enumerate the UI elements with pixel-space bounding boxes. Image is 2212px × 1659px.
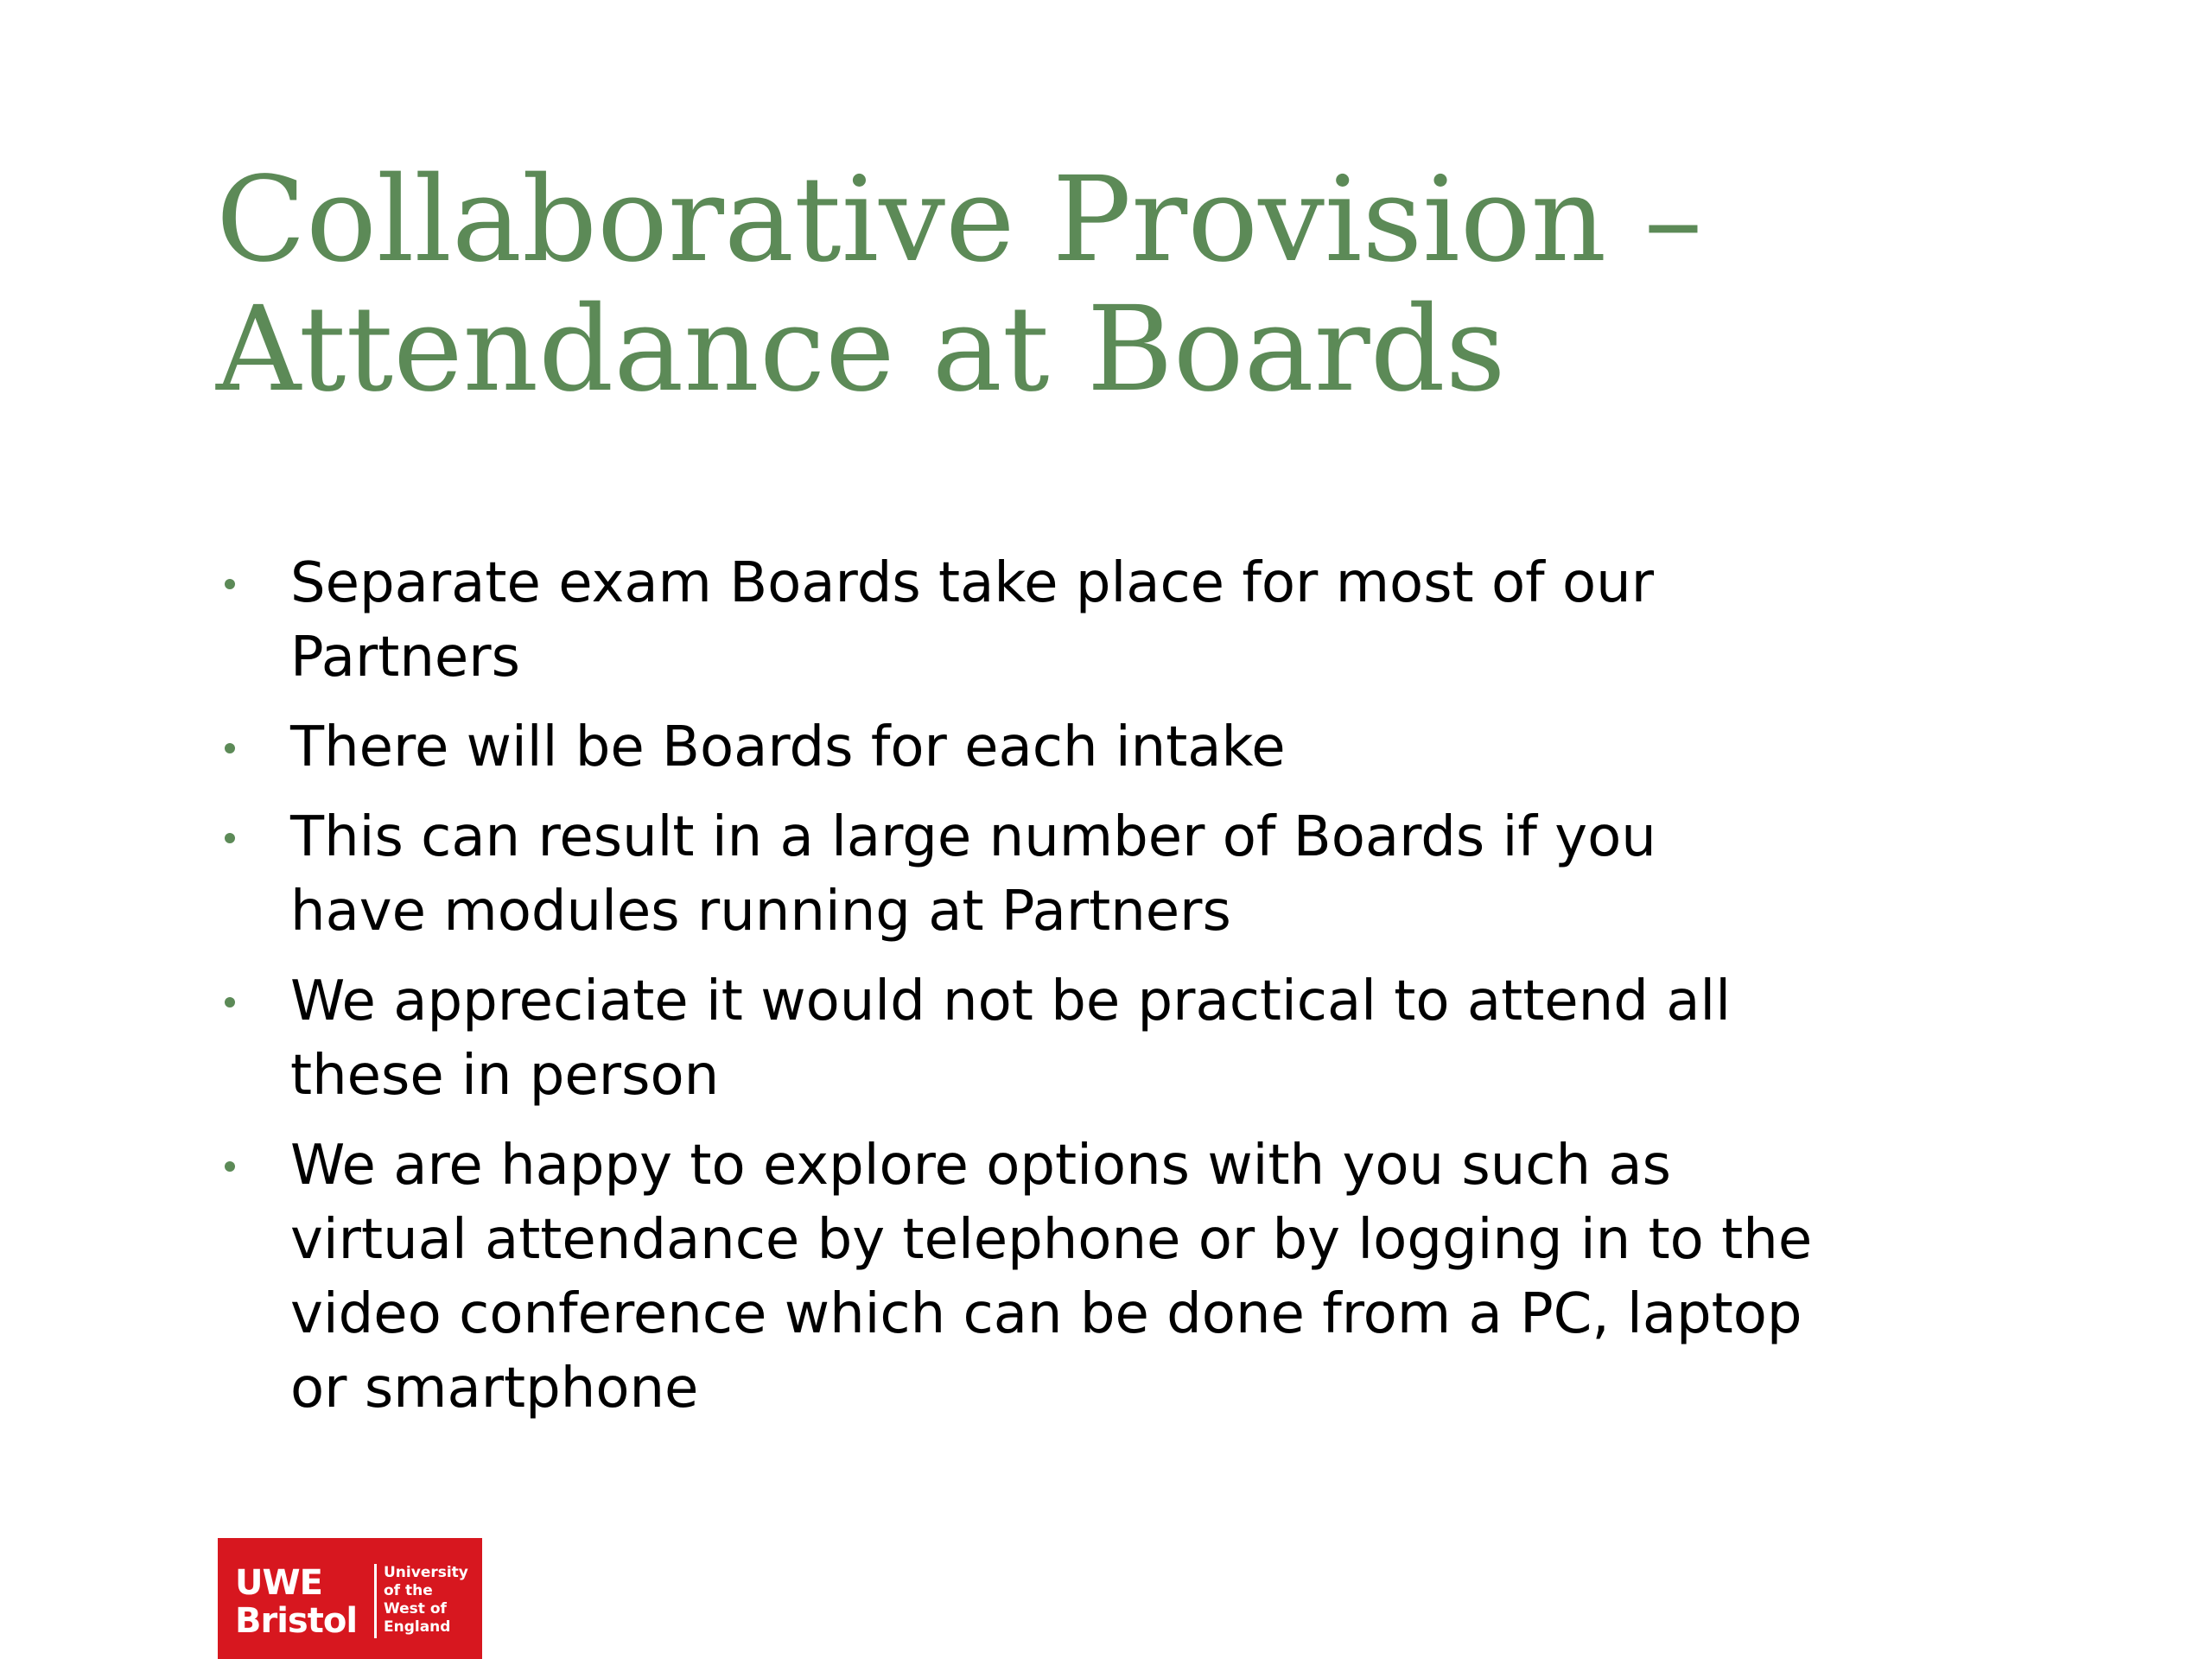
bullet-1-line-1: Separate exam Boards take place for most of our [290, 551, 1655, 615]
bullet-3-line-2: have modules running at Partners [290, 880, 1231, 944]
bullet-5-line-1: We are happy to explore options with you such as [290, 1134, 1671, 1198]
logo-university-line-2: of the [384, 1582, 433, 1599]
bullet-5-line-4: or smartphone [290, 1357, 699, 1421]
bullet-item-2 [216, 710, 1858, 785]
bullet-5-line-2: virtual attendance by telephone or by logging in to the [290, 1208, 1813, 1272]
slide-title [216, 152, 1944, 418]
bullet-3-line-1: This can result in a large number of Boards if you [290, 805, 1656, 869]
bullet-marker-icon [225, 743, 235, 753]
bullet-1-line-2: Partners [290, 626, 520, 690]
logo-brand-text [235, 1564, 357, 1640]
bullet-marker-icon [225, 833, 235, 843]
bullet-4-line-1: We appreciate it would not be practical to attend all [290, 969, 1731, 1033]
logo-divider [374, 1564, 377, 1638]
logo-university-line-1: University [384, 1564, 468, 1581]
bullet-item-5 [216, 1128, 1858, 1426]
bullet-marker-icon [225, 1161, 235, 1172]
logo-brand-line-2: Bristol [235, 1601, 358, 1641]
slide-title-line-1: Collaborative Provision – [216, 152, 1703, 289]
logo-university-line-4: England [384, 1618, 451, 1636]
bullet-marker-icon [225, 997, 235, 1007]
uwe-bristol-logo [218, 1538, 482, 1659]
logo-university-line-3: West of [384, 1600, 447, 1618]
bullet-item-3 [216, 800, 1858, 949]
bullet-list [216, 546, 1858, 1441]
bullet-5-line-3: video conference which can be done from a PC, laptop [290, 1282, 1802, 1346]
bullet-marker-icon [225, 579, 235, 589]
logo-university-text [384, 1564, 468, 1637]
bullet-4-line-2: these in person [290, 1044, 720, 1108]
bullet-item-1 [216, 546, 1858, 695]
bullet-2-line-1: There will be Boards for each intake [290, 715, 1286, 779]
bullet-item-4 [216, 964, 1858, 1113]
slide-title-line-2: Attendance at Boards [216, 282, 1506, 418]
logo-brand-line-1: UWE [235, 1563, 322, 1603]
